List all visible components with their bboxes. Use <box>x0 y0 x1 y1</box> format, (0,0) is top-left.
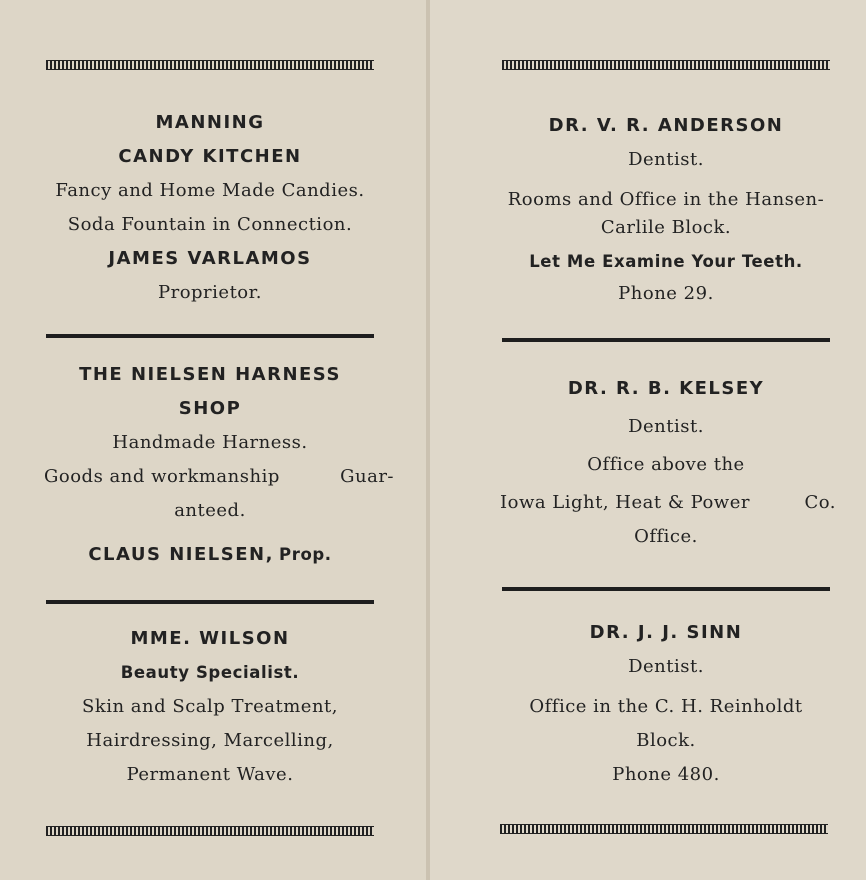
mme-wilson-ad <box>20 626 400 796</box>
phone-number: Phone 29. <box>618 283 714 304</box>
business-name: THE NIELSEN HARNESS <box>79 364 341 385</box>
ad-description: Office above the <box>587 454 745 475</box>
proprietor-title: Proprietor. <box>157 282 262 303</box>
ad-description: Block. <box>636 730 696 751</box>
ad-description: Guar- <box>340 466 394 487</box>
ad-description: Hairdressing, Marcelling, <box>86 730 334 751</box>
ad-description: Goods and workmanship <box>44 466 280 487</box>
ad-description: anteed. <box>174 500 246 521</box>
profession: Dentist. <box>628 416 704 437</box>
bottom-ornament-border <box>500 824 828 834</box>
dentist-name: DR. J. J. SINN <box>589 622 743 643</box>
ad-description: Soda Fountain in Connection. <box>67 214 353 235</box>
nielsen-harness-shop-ad <box>20 362 400 576</box>
section-divider <box>502 587 830 591</box>
proprietor-title: Prop. <box>279 545 332 564</box>
ad-description: Office in the C. H. Reinholdt <box>529 696 803 717</box>
business-name: MANNING <box>155 112 265 133</box>
ad-description: Handmade Harness. <box>112 432 308 453</box>
top-ornament-border <box>46 60 374 70</box>
bottom-ornament-border <box>46 826 374 836</box>
slogan: Let Me Examine Your Teeth. <box>529 252 803 271</box>
ad-description-justified <box>476 490 856 524</box>
ad-description: Co. <box>804 492 836 513</box>
dr-kelsey-ad <box>476 376 856 558</box>
ad-description: Office. <box>634 526 698 547</box>
profession: Dentist. <box>628 656 704 677</box>
business-title: Beauty Specialist. <box>120 663 300 682</box>
proprietor-name: CLAUS NIELSEN, <box>88 544 274 565</box>
ad-description: Iowa Light, Heat & Power <box>500 492 750 513</box>
dr-anderson-ad <box>476 113 856 315</box>
ad-description: Carlile Block. <box>600 217 732 238</box>
section-divider <box>502 338 830 342</box>
dr-sinn-ad <box>476 620 856 796</box>
dentist-name: DR. V. R. ANDERSON <box>548 115 784 136</box>
dentist-name: DR. R. B. KELSEY <box>567 378 765 399</box>
section-divider <box>46 334 374 338</box>
manning-candy-kitchen-ad <box>20 110 400 314</box>
ad-description: Rooms and Office in the Hansen- <box>507 189 825 210</box>
ad-description-justified <box>20 464 400 498</box>
ad-description: Permanent Wave. <box>126 764 294 785</box>
top-ornament-border <box>502 60 830 70</box>
business-name: MME. WILSON <box>130 628 290 649</box>
section-divider <box>46 600 374 604</box>
proprietor-line <box>20 542 400 576</box>
phone-number: Phone 480. <box>612 764 720 785</box>
ad-description: Skin and Scalp Treatment, <box>81 696 339 717</box>
profession: Dentist. <box>628 149 704 170</box>
proprietor-name: JAMES VARLAMOS <box>108 248 312 269</box>
business-name: SHOP <box>178 398 242 419</box>
left-page <box>0 0 428 880</box>
business-name: CANDY KITCHEN <box>118 146 302 167</box>
right-page <box>430 0 866 880</box>
ad-description: Fancy and Home Made Candies. <box>55 180 365 201</box>
